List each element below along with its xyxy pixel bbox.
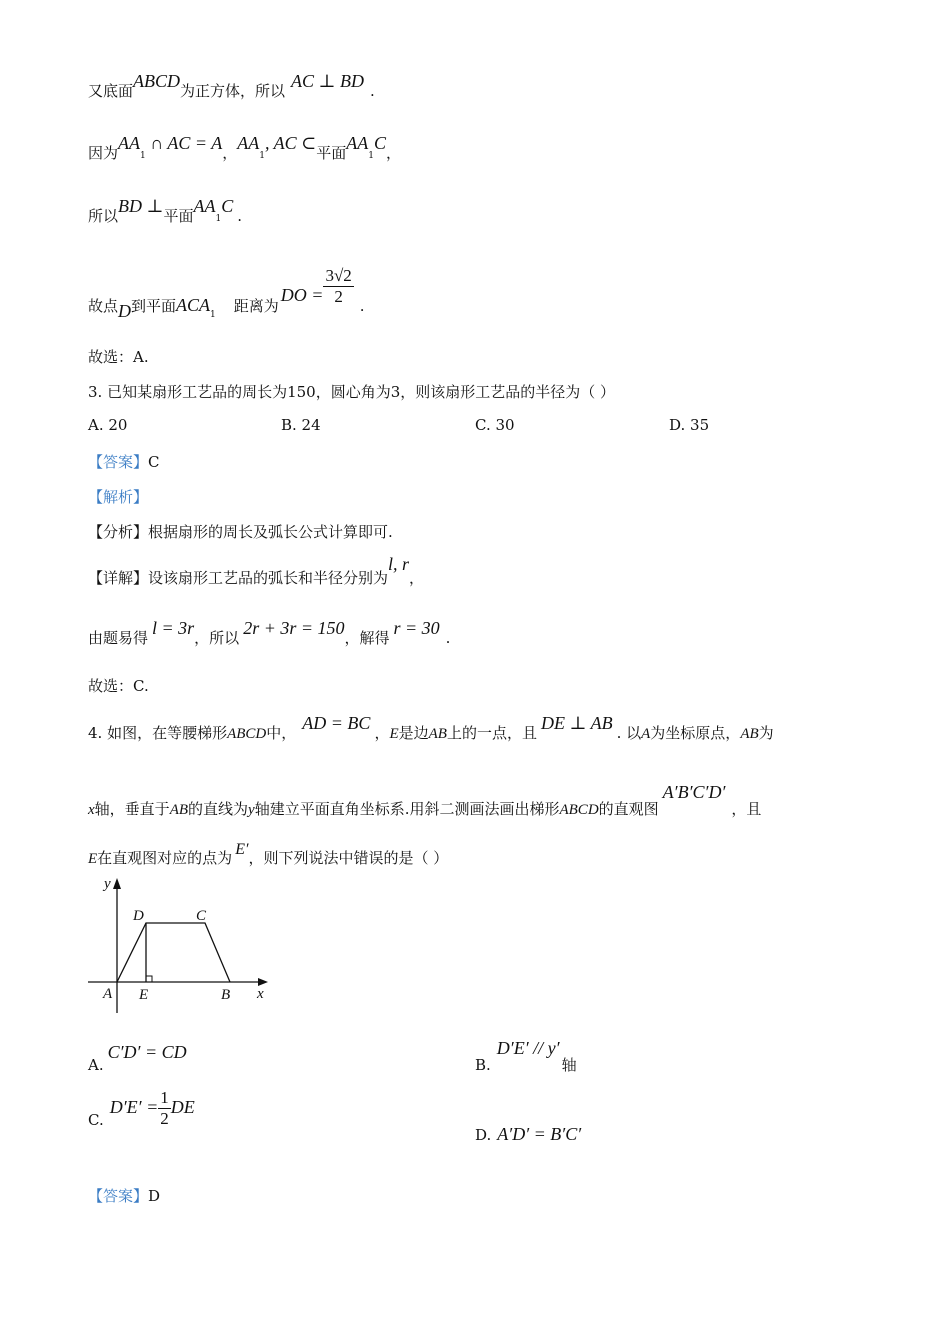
math: C′D′ = CD bbox=[107, 1042, 187, 1062]
text: . bbox=[369, 82, 375, 100]
math: A bbox=[641, 726, 651, 742]
math: BD ⊥ bbox=[118, 196, 164, 216]
option-c: C. 30 bbox=[475, 416, 515, 434]
question-4-line-1 bbox=[88, 713, 774, 743]
question-3: 3. 已知某扇形工艺品的周长为150，圆心角为3，则该扇形工艺品的半径为（ ） bbox=[88, 383, 616, 401]
subscript: 1 bbox=[140, 151, 146, 161]
math: AA bbox=[118, 133, 141, 153]
option-label: B. bbox=[475, 1056, 491, 1074]
math: ∩ AC = A bbox=[145, 133, 223, 153]
math: A′B′C′D′ bbox=[662, 782, 726, 802]
trapezoid bbox=[117, 923, 230, 982]
text: 为坐标原点， bbox=[650, 724, 741, 742]
label-c: C bbox=[196, 908, 207, 924]
math: A′D′ = B′C′ bbox=[497, 1124, 582, 1144]
label-d: D bbox=[133, 908, 144, 924]
math: 2r + 3r = 150 bbox=[243, 618, 345, 638]
math: C bbox=[221, 196, 234, 216]
math: x bbox=[88, 802, 95, 818]
text: 是边 bbox=[398, 724, 429, 742]
x-axis-arrow bbox=[258, 978, 268, 986]
label-x: x bbox=[257, 986, 264, 1002]
text: . bbox=[237, 207, 242, 225]
math: C bbox=[374, 133, 387, 153]
math: l, r bbox=[388, 554, 410, 574]
math: ABCD bbox=[133, 71, 181, 91]
text: ，解得 bbox=[344, 629, 390, 647]
math: DE bbox=[170, 1096, 195, 1117]
math: AB bbox=[428, 726, 447, 742]
question-3-conclusion: 故选：C. bbox=[88, 677, 149, 695]
text: 因为 bbox=[88, 144, 119, 162]
math: AB bbox=[169, 802, 189, 818]
subscript: 1 bbox=[210, 309, 216, 320]
answer-tag: 【答案】 bbox=[88, 1187, 149, 1205]
analysis-text: 【分析】根据扇形的周长及弧长公式计算即可. bbox=[88, 523, 393, 541]
subscript: 1 bbox=[215, 214, 222, 224]
text: 为 bbox=[758, 724, 774, 742]
text: . bbox=[359, 296, 365, 315]
math: AA bbox=[346, 133, 369, 153]
option-label: A. bbox=[88, 1056, 104, 1074]
denominator: 2 bbox=[334, 287, 343, 306]
option-4b bbox=[475, 1038, 577, 1074]
text: ， bbox=[222, 144, 238, 162]
subscript: 1 bbox=[259, 151, 265, 161]
proof-line-2 bbox=[88, 133, 402, 163]
text: 故点 bbox=[88, 296, 119, 315]
option-4d bbox=[475, 1124, 581, 1145]
option-label: C. bbox=[88, 1110, 104, 1129]
text: . 以 bbox=[616, 724, 642, 742]
math: E bbox=[88, 851, 98, 867]
math: ABCD bbox=[559, 802, 599, 818]
text: 的直观图 bbox=[598, 800, 659, 818]
math: DO = bbox=[280, 284, 324, 305]
text: 轴 bbox=[561, 1056, 577, 1074]
math: D′E′ = bbox=[109, 1096, 159, 1117]
proof-line-1 bbox=[88, 71, 375, 101]
label-b: B bbox=[221, 987, 231, 1003]
math: D′E′ // y′ bbox=[496, 1038, 560, 1058]
math: AC ⊥ BD bbox=[291, 71, 364, 91]
solve-line bbox=[88, 618, 451, 648]
answer-value: D bbox=[148, 1187, 161, 1205]
math: r = 30 bbox=[393, 618, 440, 638]
right-angle-mark bbox=[146, 976, 152, 982]
math: AA bbox=[193, 196, 216, 216]
label-e: E bbox=[139, 987, 149, 1003]
option-a: A. 20 bbox=[88, 416, 128, 434]
math: y bbox=[248, 802, 255, 818]
answer-line-3 bbox=[88, 451, 160, 472]
text: 距离为 bbox=[233, 296, 279, 315]
text: 所以 bbox=[88, 207, 119, 225]
math: AB bbox=[740, 726, 759, 742]
text: 又底面 bbox=[88, 82, 134, 100]
option-4a bbox=[88, 1042, 187, 1074]
answer-line-4 bbox=[88, 1185, 160, 1206]
text: 【详解】设该扇形工艺品的弧长和半径分别为 bbox=[88, 569, 389, 587]
numerator: 3√2 bbox=[325, 266, 352, 285]
text: ，所以 bbox=[194, 629, 240, 647]
trapezoid-figure bbox=[80, 868, 280, 1018]
numerator: 1 bbox=[160, 1088, 169, 1107]
proof-conclusion: 故选：A. bbox=[88, 348, 149, 366]
proof-line-4 bbox=[88, 266, 365, 321]
text: ，且 bbox=[731, 800, 762, 818]
math: DE ⊥ AB bbox=[540, 713, 613, 733]
question-4-line-3 bbox=[88, 841, 449, 868]
analysis-tag: 【解析】 bbox=[88, 488, 149, 506]
answer-value: C bbox=[148, 453, 160, 471]
text: 到平面 bbox=[131, 296, 177, 315]
text: 上的一点，且 bbox=[446, 724, 537, 742]
option-b: B. 24 bbox=[281, 416, 321, 434]
math: E′ bbox=[235, 841, 249, 858]
text: 平面 bbox=[163, 207, 194, 225]
math: ABCD bbox=[227, 726, 267, 742]
proof-line-3 bbox=[88, 196, 242, 226]
fraction bbox=[323, 266, 353, 307]
fraction bbox=[158, 1088, 171, 1129]
question-4-line-2 bbox=[88, 782, 762, 819]
math: ACA bbox=[176, 294, 211, 315]
option-d: D. 35 bbox=[669, 416, 710, 434]
text: 中， bbox=[266, 724, 297, 742]
answer-tag: 【答案】 bbox=[88, 453, 149, 471]
math: AA bbox=[237, 133, 260, 153]
text: 的直线为 bbox=[188, 800, 249, 818]
text: 轴建立平面直角坐标系.用斜二测画法画出梯形 bbox=[254, 800, 560, 818]
text: 轴，垂直于 bbox=[94, 800, 170, 818]
text: 4. 如图，在等腰梯形 bbox=[88, 724, 228, 742]
math: l = 3r bbox=[152, 618, 195, 638]
math: AD = BC bbox=[302, 713, 371, 733]
denominator: 2 bbox=[160, 1109, 169, 1128]
subscript: 1 bbox=[368, 151, 375, 161]
label-a: A bbox=[103, 986, 113, 1002]
option-4c bbox=[88, 1088, 195, 1139]
text: 平面 bbox=[316, 144, 347, 162]
text: ， bbox=[409, 569, 425, 587]
math: D bbox=[118, 300, 132, 321]
text: 为正方体，所以 bbox=[180, 82, 286, 100]
text: ， bbox=[386, 144, 402, 162]
text: 由题易得 bbox=[88, 629, 149, 647]
label-y: y bbox=[104, 876, 111, 892]
text: 在直观图对应的点为 bbox=[97, 849, 233, 867]
text: ， bbox=[374, 724, 390, 742]
math: , AC ⊂ bbox=[265, 133, 317, 153]
text: . bbox=[445, 629, 451, 647]
option-label: D. bbox=[475, 1126, 492, 1144]
y-axis-arrow bbox=[113, 878, 121, 889]
math: E bbox=[389, 726, 399, 742]
text: ，则下列说法中错误的是（ ） bbox=[248, 849, 449, 867]
detail-line bbox=[88, 554, 425, 588]
